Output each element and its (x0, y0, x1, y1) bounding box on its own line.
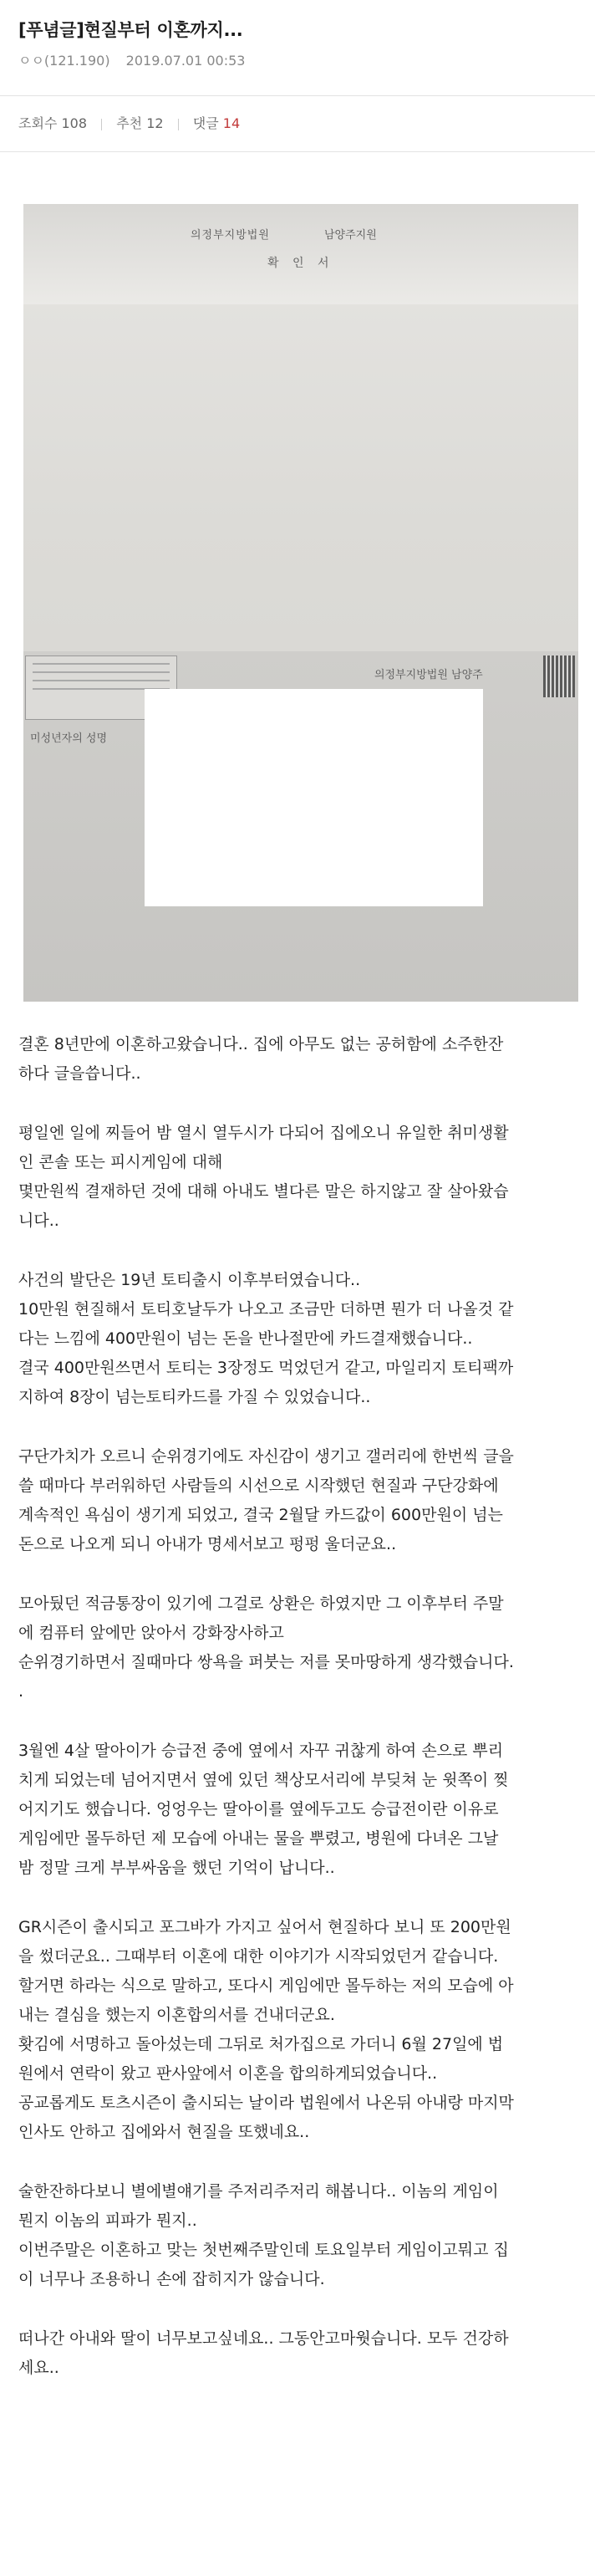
text-line: 쓸 때마다 부러워하던 사람들의 시선으로 시작했던 현질과 구단강화에 (18, 1477, 499, 1495)
text-line: 에 컴퓨터 앞에만 앉아서 강화장사하고 (18, 1624, 284, 1642)
document-title: 확 인 서 (267, 257, 334, 270)
text-line: 계속적인 욕심이 생기게 되었고, 결국 2월달 카드값이 600만원이 넘는 (18, 1506, 503, 1524)
post-date: 2019.07.01 00:53 (125, 53, 246, 69)
post-header (0, 0, 595, 70)
text-line: 원에서 연락이 왔고 판사앞에서 이혼을 합의하게되었습니다.. (18, 2064, 438, 2083)
text-line: 결국 400만원쓰면서 토티는 3장정도 먹었던거 같고, 마일리지 토티팩까 (18, 1359, 514, 1377)
text-line: 돈으로 나오게 되니 아내가 명세서보고 펑펑 울더군요.. (18, 1535, 397, 1553)
text-line: 을 썼더군요.. 그때부터 이혼에 대한 이야기가 시작되었던거 같습니다. (18, 1947, 499, 1966)
text-line: 이 너무나 조용하니 손에 잡히지가 않습니다. (18, 2270, 325, 2288)
post-meta (18, 52, 577, 70)
post-author[interactable]: ㅇㅇ(121.190) (18, 53, 110, 69)
text-line: 사건의 발단은 19년 토티출시 이후부터였습니다.. (18, 1271, 361, 1289)
court-name: 의정부지방법원 (191, 229, 270, 242)
text-line: 술한잔하다보니 별에별얘기를 주저리주저리 해봅니다.. 이놈의 게임이 (18, 2182, 499, 2201)
text-line: . (18, 1682, 24, 1701)
text-line: 구단가치가 오르니 순위경기에도 자신감이 생기고 갤러리에 한번씩 글을 (18, 1447, 514, 1466)
paragraph-8 (18, 2324, 577, 2383)
text-line: 홧김에 서명하고 돌아섰는데 그뒤로 처가집으로 가더니 6월 27일에 법 (18, 2035, 504, 2053)
text-line: 니다.. (18, 1211, 59, 1230)
comments-label[interactable]: 댓글 (192, 115, 219, 131)
text-line: 하다 글을씁니다.. (18, 1064, 141, 1083)
stats-separator (101, 119, 102, 130)
text-line: 어지기도 했습니다. 엉엉우는 딸아이를 옆에두고도 승급전이란 이유로 (18, 1800, 499, 1819)
paragraph-7 (18, 2177, 577, 2294)
text-line: GR시즌이 출시되고 포그바가 가지고 싶어서 현질하다 보니 또 200만원 (18, 1918, 511, 1936)
text-line: 인 콘솔 또는 피시게임에 대해 (18, 1153, 223, 1171)
paragraph-3 (18, 1442, 577, 1559)
paragraph-intro (18, 1030, 577, 1089)
text-line: 순위경기하면서 질때마다 쌍욕을 퍼붓는 저를 못마땅하게 생각했습니다. (18, 1653, 514, 1671)
stats-separator (178, 119, 179, 130)
text-line: 할거면 하라는 식으로 말하고, 또다시 게임에만 몰두하는 저의 모습에 아 (18, 1977, 514, 1995)
text-line: 지하여 8장이 넘는토티카드를 가질 수 있었습니다.. (18, 1388, 371, 1406)
text-line: 뭔지 이놈의 피파가 뭔지.. (18, 2211, 197, 2230)
text-line: 3월엔 4살 딸아이가 승급전 중에 옆에서 자꾸 귀찮게 하여 손으로 뿌리 (18, 1742, 504, 1760)
paragraph-6 (18, 1913, 577, 2147)
text-line: 공교롭게도 토츠시즌이 출시되는 날이라 법원에서 나온뒤 아내랑 마지막 (18, 2094, 514, 2112)
post-stats (0, 96, 595, 136)
barcode-icon (543, 655, 575, 697)
text-line: 10만원 현질해서 토티호날두가 나오고 조금만 더하면 뭔가 더 나올것 같 (18, 1300, 514, 1319)
views-count: 108 (61, 115, 88, 131)
text-line: 세요.. (18, 2359, 59, 2377)
recommend-label: 추천 (116, 115, 143, 131)
text-line: 다는 느낌에 400만원이 넘는 돈을 반나절만에 카드결재했습니다.. (18, 1329, 473, 1348)
text-line: 평일엔 일에 찌들어 밤 열시 열두시가 다되어 집에오니 유일한 취미생활 (18, 1124, 509, 1142)
text-line: 이번주말은 이혼하고 맞는 첫번째주말인데 토요일부터 게임이고뭐고 집 (18, 2241, 509, 2259)
court-name-2: 의정부지방법원 남양주 (374, 669, 483, 681)
recommend-count: 12 (146, 115, 164, 131)
redaction-box (145, 689, 483, 906)
text-line: 게임에만 몰두하던 제 모습에 아내는 물을 뿌렸고, 병원에 다녀온 그날 (18, 1829, 499, 1848)
comments-count[interactable]: 14 (222, 115, 241, 131)
paragraph-2 (18, 1266, 577, 1412)
post-body (0, 1030, 595, 2383)
paragraph-5 (18, 1737, 577, 1883)
paragraph-1 (18, 1119, 577, 1236)
text-line: 치게 되었는데 넘어지면서 옆에 있던 책상모서리에 부딪쳐 눈 윗쪽이 찢 (18, 1771, 509, 1789)
text-line: 몇만원씩 결재하던 것에 대해 아내도 별다른 말은 하지않고 잘 살아왔습 (18, 1182, 509, 1201)
paragraph-4 (18, 1589, 577, 1706)
text-line: 내는 결심을 했는지 이혼합의서를 건내더군요. (18, 2006, 335, 2024)
minor-name-label: 미성년자의 성명 (30, 732, 108, 745)
court-document-photo (23, 204, 578, 1002)
court-branch: 남양주지원 (324, 229, 377, 242)
post-title: [푸념글]현질부터 이혼까지... (18, 20, 243, 40)
text-line: 떠나간 아내와 딸이 너무보고싶네요.. 그동안고마웟습니다. 모두 건강하 (18, 2329, 509, 2348)
text-line: 인사도 안하고 집에와서 현질을 또했네요.. (18, 2123, 310, 2141)
text-line: 모아뒀던 적금통장이 있기에 그걸로 상환은 하였지만 그 이후부터 주말 (18, 1594, 504, 1613)
stats-divider (0, 151, 595, 152)
text-line: 밤 정말 크게 부부싸움을 했던 기억이 납니다.. (18, 1859, 335, 1877)
views-label: 조회수 (18, 115, 58, 131)
text-line: 결혼 8년만에 이혼하고왔습니다.. 집에 아무도 없는 공허함에 소주한잔 (18, 1035, 504, 1053)
